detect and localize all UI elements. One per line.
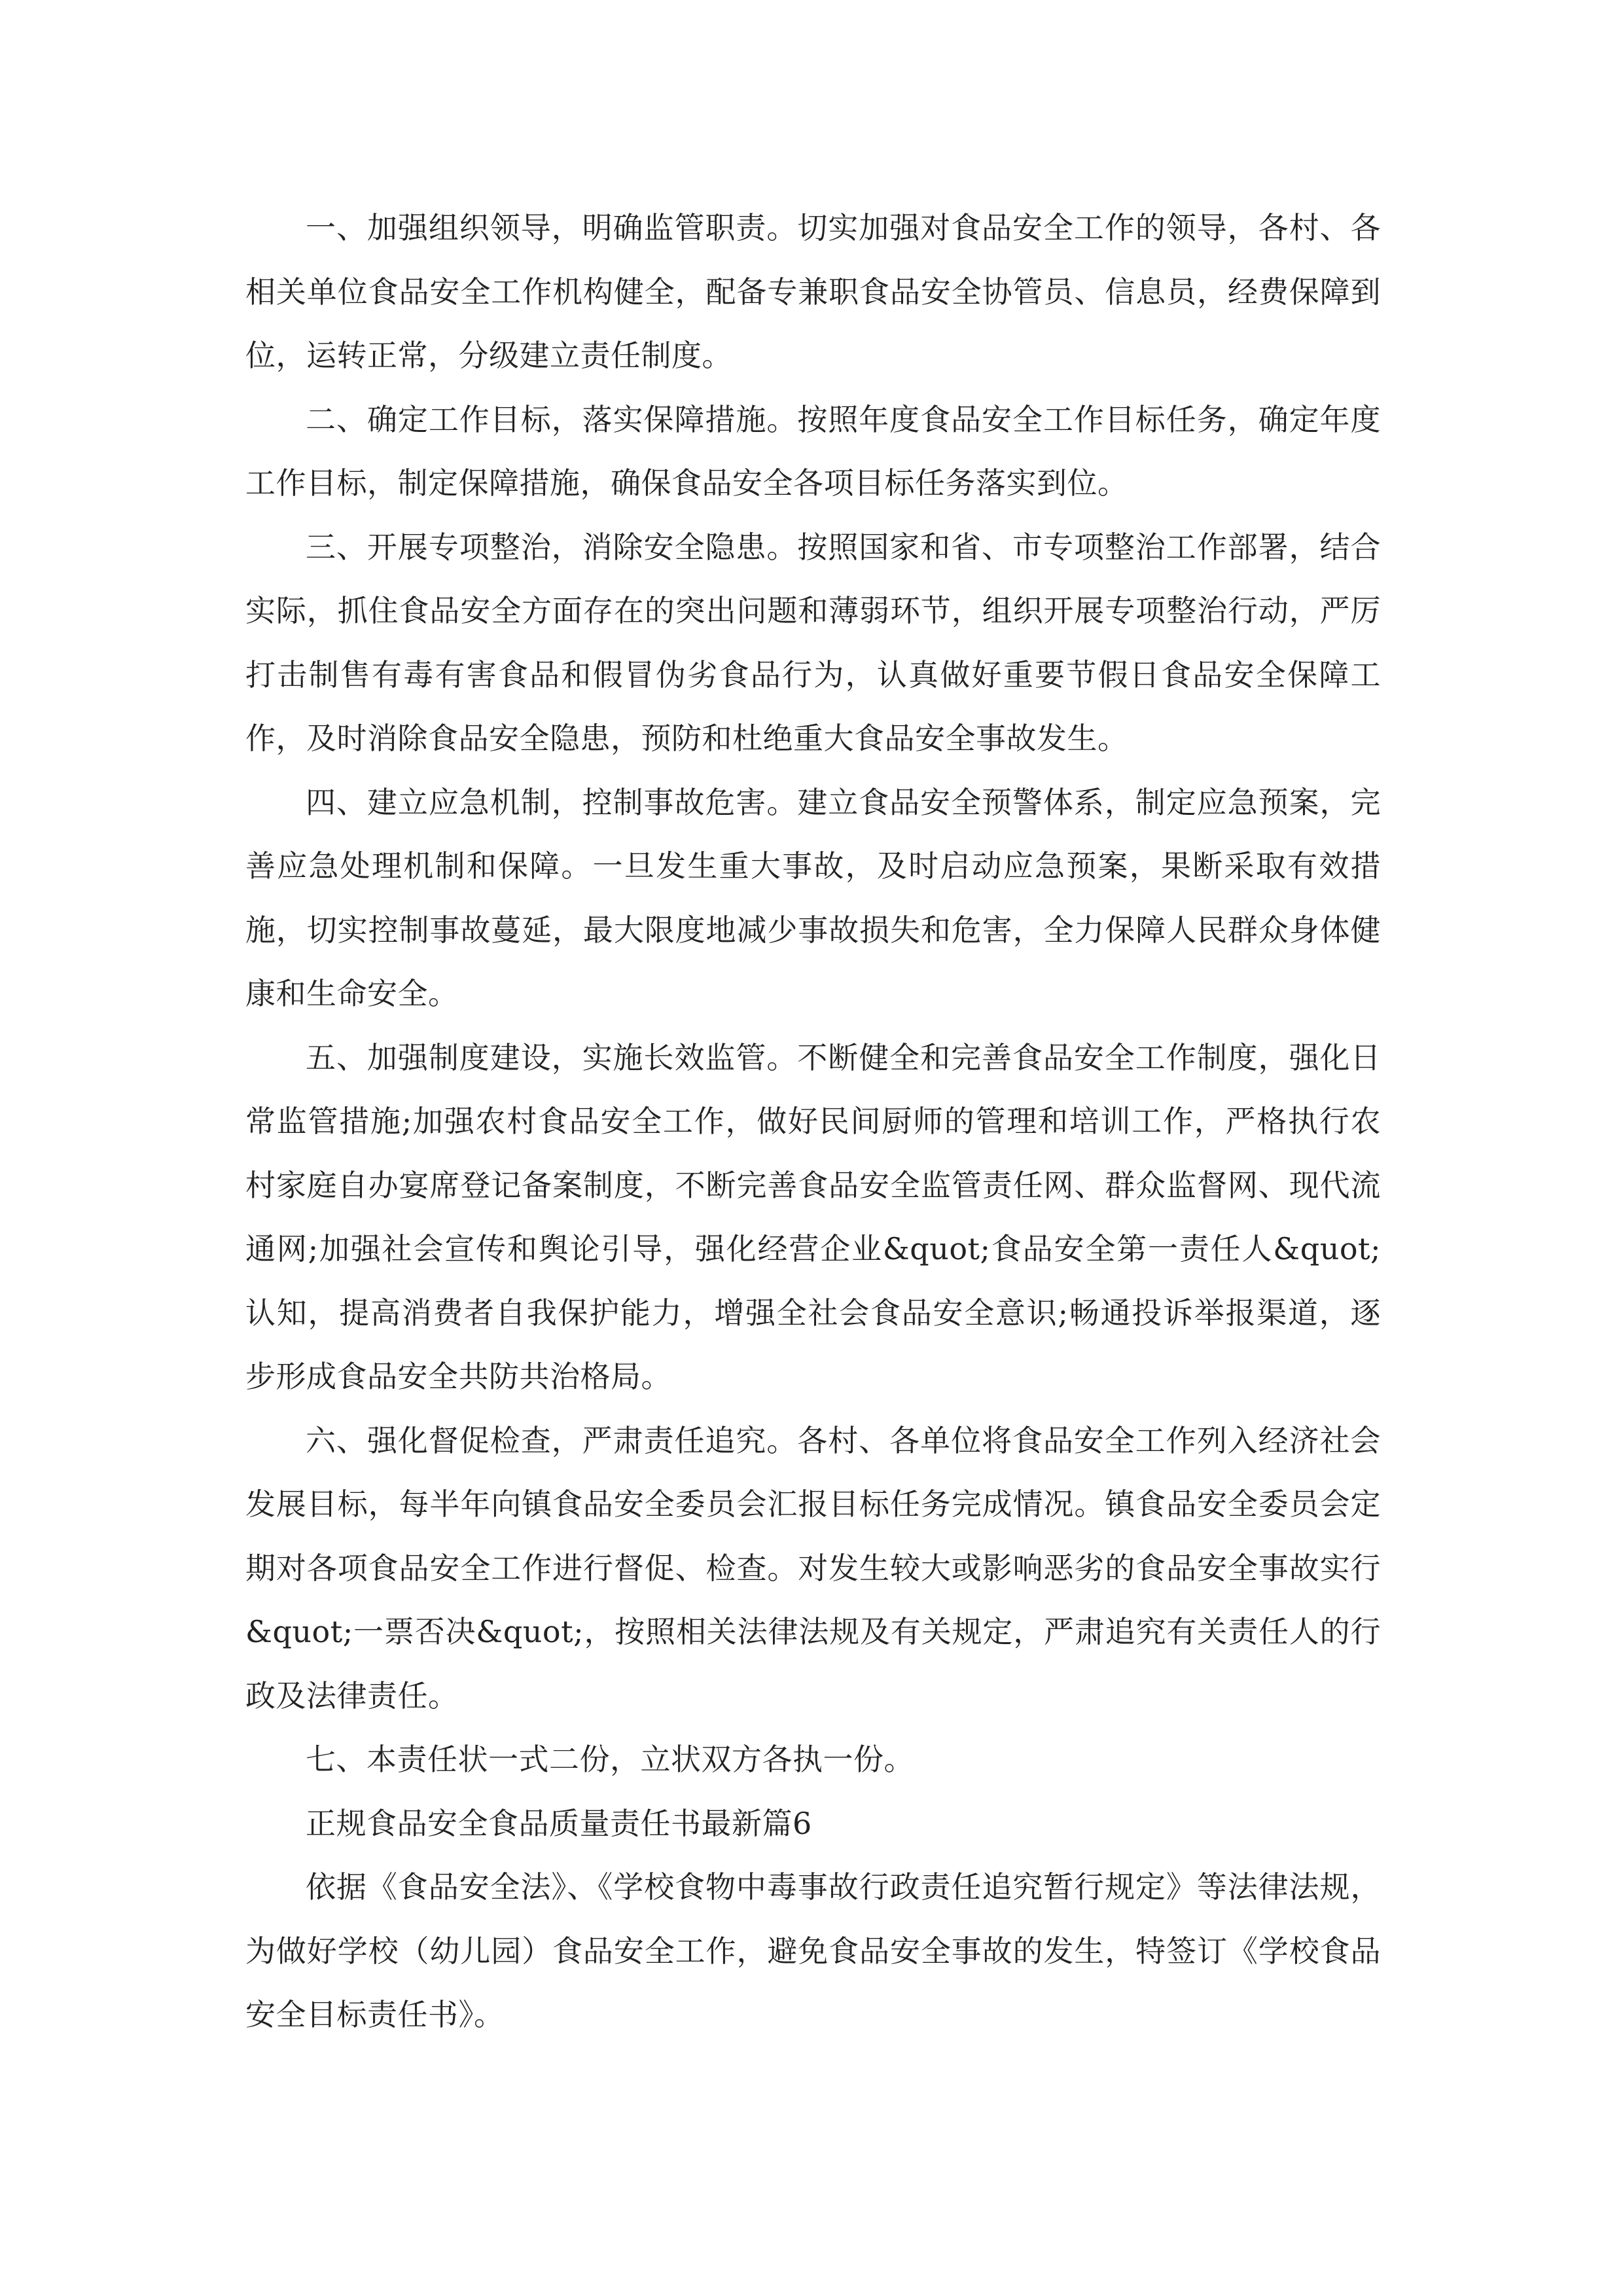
paragraph-section-1: 一、加强组织领导，明确监管职责。切实加强对食品安全工作的领导，各村、各相关单位食品安全工作机构健全，配备专兼职食品安全协管员、信息员，经费保障到位，运转正常，分级建立责任制度。 xyxy=(245,210,1381,373)
document-body xyxy=(245,196,1381,2047)
paragraph-section-5: 五、加强制度建设，实施长效监管。不断健全和完善食品安全工作制度，强化日常监管措施;加强农村食品安全工作，做好民间厨师的管理和培训工作，严格执行农村家庭自办宴席登记备案制度，不断完善食品安全监管责任网、群众监督网、现代流通网;加强社会宣传和舆论引导，强化经营企业&quot;食品安全第一责任人&quot;认知，提高消费者自我保护能力，增强全社会食品安全意识;畅通投诉举报渠道，逐步形成食品安全共防共治格局。 xyxy=(245,1039,1381,1394)
paragraph-section-2: 二、确定工作目标，落实保障措施。按照年度食品安全工作目标任务，确定年度工作目标，制定保障措施，确保食品安全各项目标任务落实到位。 xyxy=(245,401,1381,501)
section-heading: 正规食品安全食品质量责任书最新篇6 xyxy=(306,1805,812,1841)
paragraph-section-7: 七、本责任状一式二份，立状双方各执一份。 xyxy=(306,1742,914,1777)
paragraph-section-3: 三、开展专项整治，消除安全隐患。按照国家和省、市专项整治工作部署，结合实际，抓住食品安全方面存在的突出问题和薄弱环节，组织开展专项整治行动，严厉打击制售有毒有害食品和假冒伪劣食品行为，认真做好重要节假日食品安全保障工作，及时消除食品安全隐患，预防和杜绝重大食品安全事故发生。 xyxy=(245,529,1381,756)
paragraph-section-4: 四、建立应急机制，控制事故危害。建立食品安全预警体系，制定应急预案，完善应急处理机制和保障。一旦发生重大事故，及时启动应急预案，果断采取有效措施，切实控制事故蔓延，最大限度地减少事故损失和危害，全力保障人民群众身体健康和生命安全。 xyxy=(245,784,1381,1011)
paragraph-intro: 依据《食品安全法》、《学校食物中毒事故行政责任追究暂行规定》等法律法规，为做好学校（幼儿园）食品安全工作，避免食品安全事故的发生，特签订《学校食品安全目标责任书》。 xyxy=(245,1869,1381,2032)
paragraph-section-6: 六、强化督促检查，严肃责任追究。各村、各单位将食品安全工作列入经济社会发展目标，每半年向镇食品安全委员会汇报目标任务完成情况。镇食品安全委员会定期对各项食品安全工作进行督促、检查。对发生较大或影响恶劣的食品安全事故实行&quot;一票否决&quot;，按照相关法律法规及有关规定，严肃追究有关责任人的行政及法律责任。 xyxy=(245,1422,1381,1713)
